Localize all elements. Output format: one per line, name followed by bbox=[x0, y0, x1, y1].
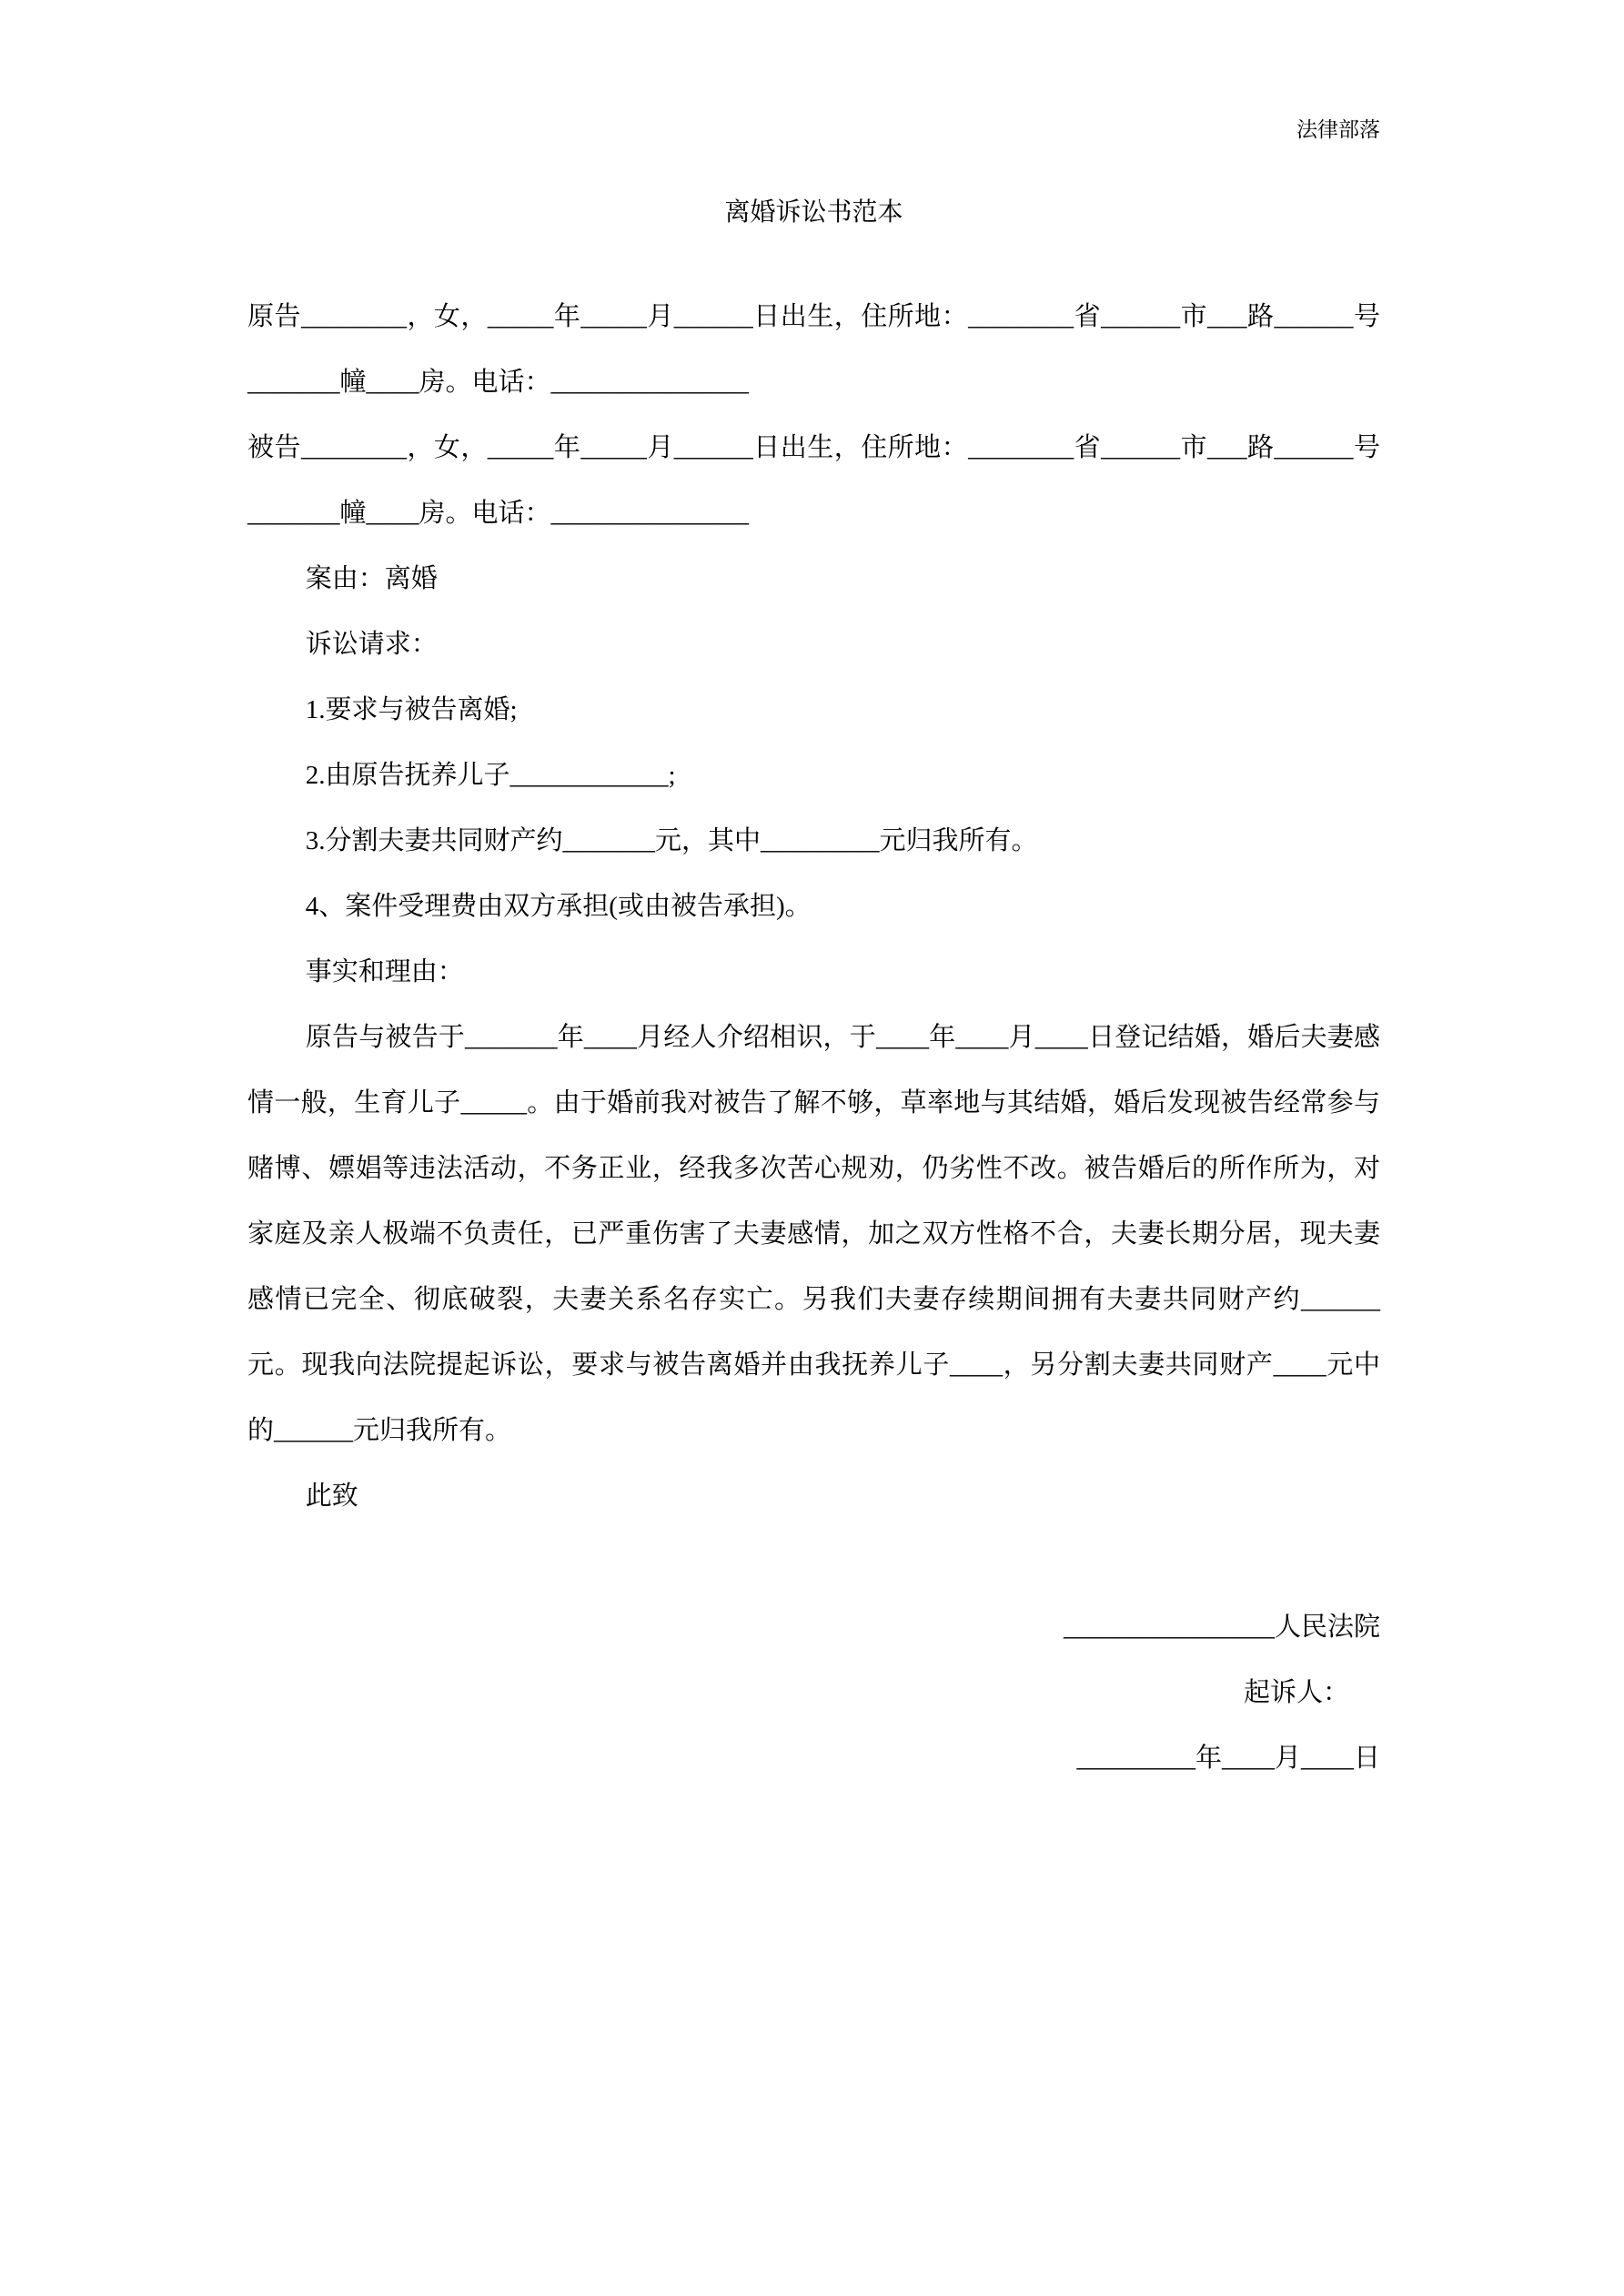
claim-item-4: 4、案件受理费由双方承担(或由被告承担)。 bbox=[305, 892, 812, 921]
facts-body: 原告与被告于_______年____月经人介绍相识，于____年____月____日登记结婚，婚后夫妻感情一般，生育儿子_____。由于婚前我对被告了解不够，草率地与其结婚，婚后发现被告经常参与赌博、嫖娼等违法活动，不务正业，经我多次苦心规劝，仍劣性不改。被告婚后的所作所为，对家庭及亲人极端不负责任，已严重伤害了夫妻感情，加之双方性格不合，夫妻长期分居，现夫妻感情已完全、彻底破裂，夫妻关系名存实亡。另我们夫妻存续期间拥有夫妻共同财产约______元。现我向法院提起诉讼，要求与被告离婚并由我抚养儿子____，另分割夫妻共同财产____元中的______元归我所有。 bbox=[247, 1023, 1380, 1445]
claim-item-2: 2.由原告抚养儿子____________; bbox=[305, 761, 676, 790]
document-title: 离婚诉讼书范本 bbox=[724, 198, 903, 227]
date-line: _________年____月____日 bbox=[1076, 1744, 1380, 1773]
plaintiff-info: 原告________，女，_____年_____月______日出生，住所地：________省______市___路______号_______幢____房。电话：_______________ bbox=[247, 302, 1380, 397]
signature-block bbox=[247, 1594, 1380, 1791]
case-cause: 案由：离婚 bbox=[305, 564, 438, 593]
claim-item-1: 1.要求与被告离婚; bbox=[305, 695, 518, 724]
claim-item-3: 3.分割夫妻共同财产约_______元，其中_________元归我所有。 bbox=[305, 826, 1038, 855]
claims-heading: 诉讼请求： bbox=[305, 630, 438, 659]
site-brand: 法律部落 bbox=[1296, 118, 1380, 141]
facts-heading: 事实和理由： bbox=[305, 957, 464, 986]
court-line: ________________人民法院 bbox=[1063, 1613, 1380, 1642]
petitioner-label: 起诉人： bbox=[1243, 1678, 1349, 1707]
closing-salutation: 此致 bbox=[305, 1482, 358, 1511]
defendant-info: 被告________，女，_____年_____月______日出生，住所地：________省______市___路______号_______幢____房。电话：_______________ bbox=[247, 433, 1380, 528]
